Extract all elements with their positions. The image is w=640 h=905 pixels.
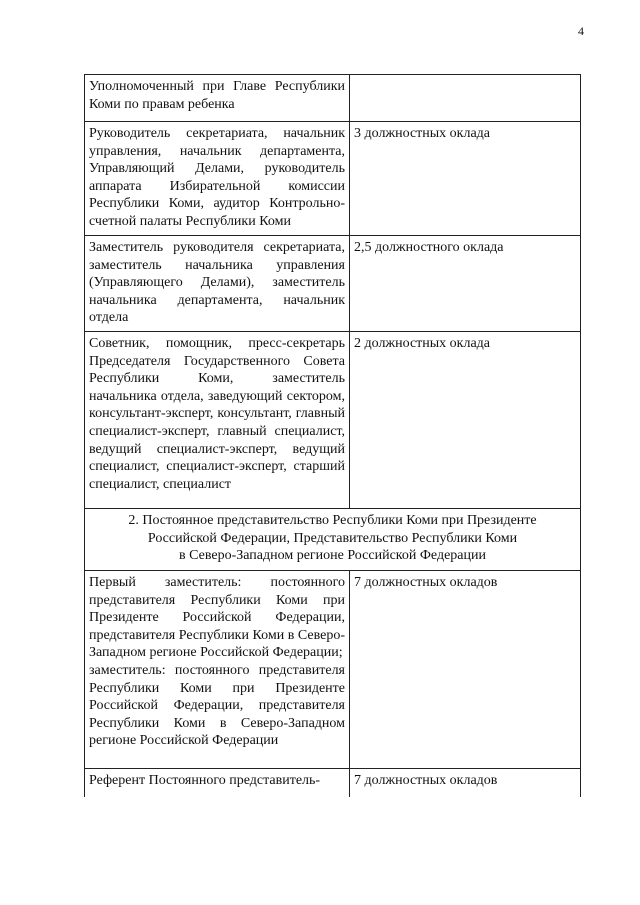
page-number: 4 [578, 24, 584, 38]
bonus-cell [350, 75, 581, 122]
table-row [85, 75, 581, 122]
bonus-cell: 2,5 должностного оклада [350, 236, 581, 332]
section-heading-line: 2. Постоянное представительство Республики Коми при Президенте [128, 513, 537, 528]
table-row [85, 122, 581, 236]
section-heading [85, 509, 581, 571]
table-row [85, 236, 581, 332]
position-cell [85, 571, 350, 769]
position-text: заместитель: постоянного представителя Республики Коми при Президенте Российской Федерации, представителя Республики Коми в Северо-Западном регионе Российской Федерации [89, 662, 345, 749]
position-cell: Заместитель руководителя секретариата, заместитель начальника управления (Управляющего Делами), заместитель начальника департамента, начальник отдела [85, 236, 350, 332]
position-cell: Референт Постоянного представитель- [85, 769, 350, 797]
bonus-cell: 7 должностных окладов [350, 769, 581, 797]
table-row [85, 332, 581, 509]
table-row [85, 769, 581, 797]
section-heading-line: Российской Федерации, Представительство Республики Коми [147, 530, 518, 546]
table-row [85, 571, 581, 769]
bonus-cell: 2 должностных оклада [350, 332, 581, 509]
section-heading-line: в Северо-Западном регионе Российской Федерации [179, 548, 486, 564]
allowance-table [84, 74, 581, 797]
position-cell: Уполномоченный при Главе Республики Коми по правам ребенка [85, 75, 350, 122]
bonus-cell: 3 должностных оклада [350, 122, 581, 236]
position-cell: Руководитель секретариата, начальник управления, начальник департамента, Управляющий Делами, руководитель аппарата Избирательной комиссии Республики Коми, аудитор Контрольно-счетной палаты Республики Коми [85, 122, 350, 236]
bonus-cell: 7 должностных окладов [350, 571, 581, 769]
position-text: Первый заместитель: постоянного представителя Республики Коми при Президенте Российской Федерации, представителя Республики Коми в Северо-Западном регионе Российской Федерации; [89, 575, 345, 661]
section-row [85, 509, 581, 571]
position-cell: Советник, помощник, пресс-секретарь Председателя Государственного Совета Республики Коми, заместитель начальника отдела, заведующий сектором, консультант-эксперт, консультант, главный специалист-эксперт, главный специалист, ведущий специалист-эксперт, ведущий специалист, специалист-эксперт, старший специалист, специалист [85, 332, 350, 509]
